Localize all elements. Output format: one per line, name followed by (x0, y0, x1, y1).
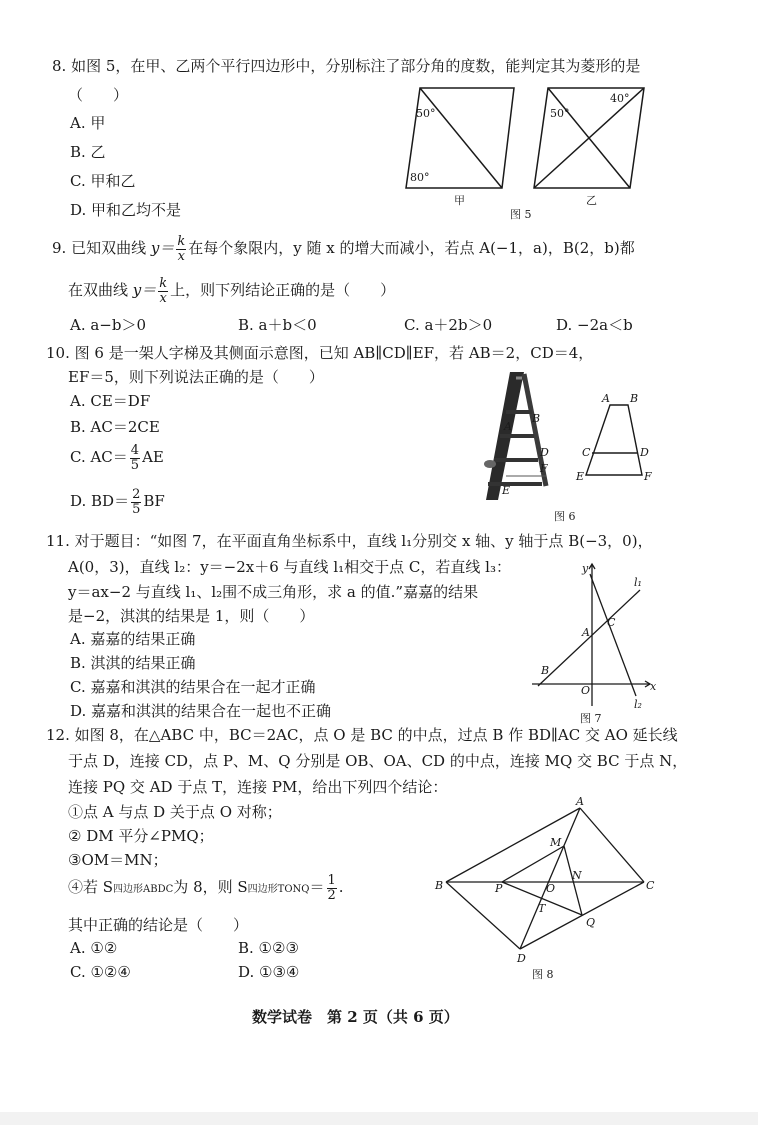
q11-line2: A(0，3)，直线 l₂：y＝−2x＋6 与直线 l₁相交于点 C，若直线 l₃： (68, 558, 511, 576)
q11-option-c: C. 嘉嘉和淇淇的结果合在一起才正确 (70, 678, 316, 696)
point-label-c: C (607, 616, 616, 629)
ladder-label-a: A (504, 420, 512, 433)
trapezoid-diagram (586, 405, 642, 475)
q9-x-2: x (159, 290, 167, 306)
figure-8 (432, 796, 662, 986)
q10-option-a: A. CE＝DF (70, 392, 151, 410)
q12-c4-pre: ④若 S (68, 878, 114, 896)
trapezoid-label-a: A (602, 392, 610, 405)
q11-line4: 是−2，淇淇的结果是 1，则（ ） (68, 607, 315, 625)
label-l2: l₂ (634, 698, 642, 711)
q9-line2-pre: 在双曲线 (68, 281, 133, 299)
q8-stem-line2: （ ） (68, 86, 129, 104)
point-label-b: B (541, 664, 550, 677)
q10-option-d-pre: D. BD＝ (70, 492, 130, 510)
q11-line1: 11. 对于题目：“如图 7，在平面直角坐标系中，直线 l₁分别交 x 轴、y 轴于点 B(−3，0)， (46, 532, 653, 550)
figure-label-yi: 乙 (586, 194, 597, 207)
angle-label-yi-40: 40° (610, 92, 630, 105)
q11-line3: y＝ax−2 与直线 l₁、l₂围不成三角形，求 a 的值.”嘉嘉的结果 (68, 583, 479, 601)
trapezoid-label-f: F (644, 470, 652, 483)
q9-line1-pre: 9. 已知双曲线 (52, 239, 151, 257)
figure-6 (462, 368, 662, 528)
q10-option-b: B. AC＝2CE (70, 418, 160, 436)
q8-option-d: D. 甲和乙均不是 (70, 201, 182, 219)
point-label-n: N (572, 869, 582, 882)
line-l2 (590, 574, 636, 696)
q12-c4-fraction (327, 874, 337, 902)
q12-c4-mid: 为 8，则 S (173, 878, 248, 896)
ladder-label-e: E (502, 484, 511, 497)
point-label-a: A (582, 626, 590, 639)
q8-option-a: A. 甲 (70, 114, 106, 132)
trapezoid-label-c: C (582, 446, 591, 459)
q11-option-d: D. 嘉嘉和淇淇的结果合在一起也不正确 (70, 702, 332, 720)
figure-8-caption: 图 8 (532, 968, 554, 981)
q10-option-c-num: 4 (130, 442, 140, 458)
trapezoid-label-b: B (630, 392, 639, 405)
axis-label-x: x (650, 680, 657, 693)
q9-line1 (52, 232, 635, 264)
angle-label-yi-50: 50° (550, 107, 570, 120)
point-label-o: O (581, 684, 591, 697)
q12-c4-eq: ＝ (309, 878, 325, 896)
page-footer: 数学试卷 第 2 页（共 6 页） (252, 1008, 459, 1026)
q9-y-eq-1: y＝ (150, 239, 175, 257)
q12-conclusion-1: ①点 A 与点 D 关于点 O 对称； (68, 803, 282, 821)
q12-conclusion-4 (68, 872, 344, 905)
q8-option-b: B. 乙 (70, 143, 106, 161)
axis-label-y: y (582, 562, 589, 575)
ladder-photo (484, 372, 546, 500)
ladder-label-d: D (540, 446, 549, 459)
q9-k-1: k (177, 233, 186, 249)
q9-k-2: k (159, 275, 168, 291)
point-label-b: B (435, 879, 444, 892)
q9-x-1: x (177, 248, 185, 264)
q12-c4-den: 2 (327, 887, 336, 903)
q11-option-a: A. 嘉嘉的结果正确 (70, 630, 196, 648)
q12-ask: 其中正确的结论是（ ） (68, 916, 249, 934)
q8-option-c: C. 甲和乙 (70, 172, 136, 190)
q12-conclusion-3: ③OM＝MN； (68, 851, 168, 869)
q10-option-c (70, 442, 164, 472)
q10-option-c-fraction (130, 444, 140, 472)
point-label-q: Q (586, 916, 596, 929)
q12-option-b: B. ①②③ (238, 939, 299, 957)
bottom-margin-strip (0, 1112, 758, 1125)
q12-c4-sub2: 四边形TONQ (247, 884, 310, 895)
q10-option-c-pre: C. AC＝ (70, 448, 128, 466)
q12-line3: 连接 PQ 交 AD 于点 T，连接 PM，给出下列四个结论： (68, 778, 448, 796)
triangle-construction (446, 808, 644, 949)
figure-label-jia: 甲 (454, 194, 465, 207)
point-label-d: D (517, 952, 526, 965)
q9-fraction-1 (176, 235, 186, 263)
q10-option-c-post: AE (142, 448, 164, 466)
q12-option-d: D. ①③④ (238, 963, 300, 981)
q12-line1: 12. 如图 8，在△ABC 中，BC＝2AC，点 O 是 BC 的中点，过点 B 作 BD∥AC 交 AO 延长线 (46, 726, 678, 744)
q10-option-c-den: 5 (130, 457, 140, 473)
q11-option-b: B. 淇淇的结果正确 (70, 654, 196, 672)
q12-c4-num: 1 (327, 872, 336, 888)
q10-option-d-fraction (131, 488, 141, 516)
q12-c4-sub1: 四边形ABDC (113, 884, 174, 895)
label-l1: l₁ (634, 576, 642, 589)
figure-5 (400, 84, 650, 224)
q10-option-d-num: 2 (132, 486, 141, 502)
q9-option-c: C. a＋2b＞0 (404, 316, 493, 334)
point-label-c: C (646, 879, 655, 892)
q9-line1-post: 在每个象限内，y 随 x 的增大而减小，若点 A(−1，a)，B(2，b)都 (188, 239, 635, 257)
q9-y-eq-2: y＝ (132, 281, 157, 299)
q8-stem-line1: 8. 如图 5，在甲、乙两个平行四边形中，分别标注了部分角的度数，能判定其为菱形的是 (52, 57, 641, 75)
q12-c4-end: . (338, 878, 344, 896)
q10-line1: 10. 图 6 是一架人字梯及其侧面示意图，已知 AB∥CD∥EF，若 AB＝2，CD＝4， (46, 344, 594, 362)
point-label-m: M (550, 836, 562, 849)
ladder-label-f: F (540, 462, 548, 475)
q9-option-a: A. a−b＞0 (70, 316, 147, 334)
q10-option-d-post: BF (143, 492, 165, 510)
ladder-label-b: B (532, 412, 541, 425)
q9-option-b: B. a＋b＜0 (238, 316, 317, 334)
q12-option-c: C. ①②④ (70, 963, 131, 981)
trapezoid-label-e: E (576, 470, 585, 483)
q9-line2-post: 上，则下列结论正确的是（ ） (170, 281, 396, 299)
q10-option-d-den: 5 (132, 501, 141, 517)
q12-option-a: A. ①② (70, 939, 118, 957)
q9-line2 (68, 274, 395, 306)
q9-fraction-2 (158, 277, 168, 305)
q9-option-d: D. −2a＜b (556, 316, 633, 334)
angle-label-jia-50: 50° (416, 107, 436, 120)
figure-6-caption: 图 6 (554, 510, 576, 523)
q10-option-d (70, 486, 165, 516)
figure-7 (528, 556, 660, 726)
point-label-p: P (495, 882, 503, 895)
q12-conclusion-2: ② DM 平分∠PMQ； (68, 827, 214, 845)
point-label-a: A (576, 796, 584, 808)
q10-line2: EF＝5，则下列说法正确的是（ ） (68, 368, 324, 386)
figure-5-caption: 图 5 (510, 208, 532, 221)
q12-line2: 于点 D，连接 CD，点 P、M、Q 分别是 OB、OA、CD 的中点，连接 MQ 交 BC 于点 N， (68, 752, 688, 770)
point-label-t: T (538, 902, 546, 915)
trapezoid-label-d: D (640, 446, 649, 459)
figure-7-caption: 图 7 (580, 712, 602, 725)
angle-label-jia-80: 80° (410, 171, 430, 184)
point-label-o: O (546, 882, 556, 895)
